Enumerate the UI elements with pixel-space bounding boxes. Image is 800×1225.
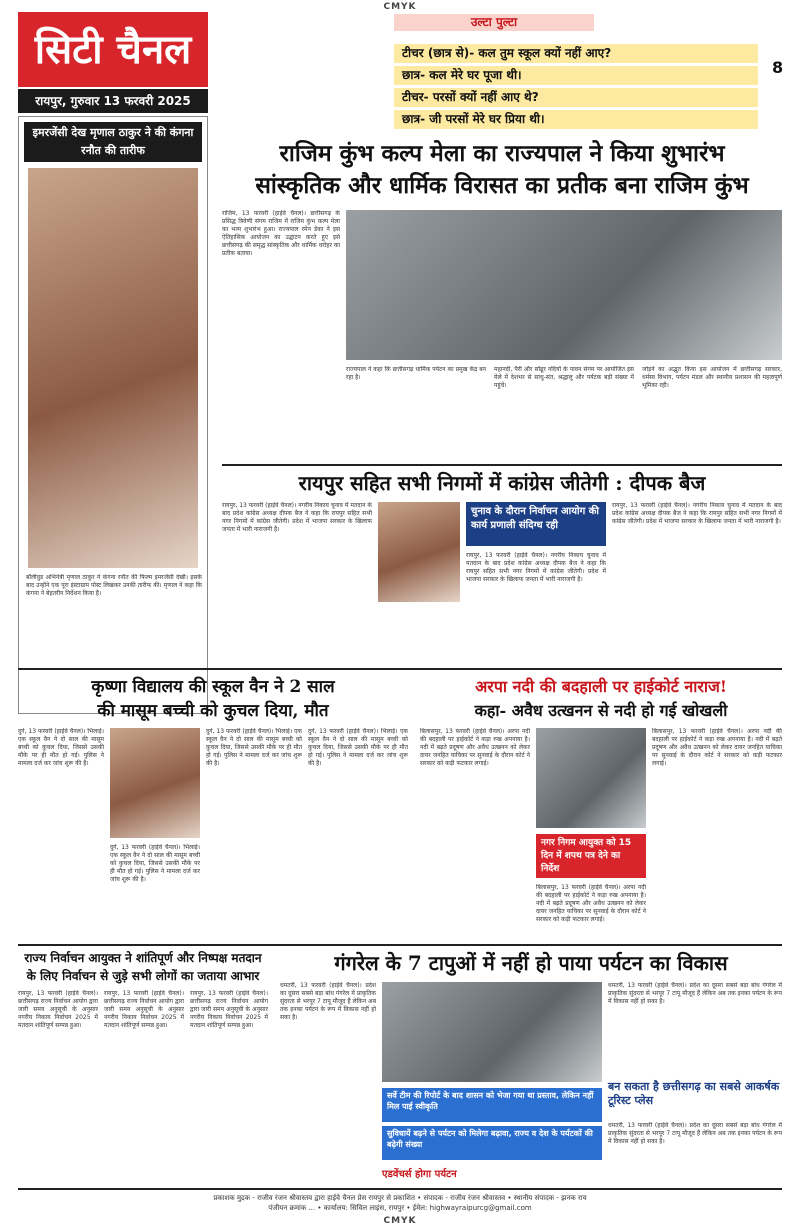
story6-bullet: सर्वे टीम की रिपोर्ट के बाद शासन को भेजा गया था प्रस्ताव, लेकिन नहीं मिल पाई स्वीकृति	[382, 1088, 602, 1122]
politician-photo	[378, 502, 460, 602]
story1-headline1: राजिम कुंभ कल्प मेला का राज्यपाल ने किया शुभारंभ	[279, 140, 725, 167]
joke-title: उल्टा पुल्टा	[394, 14, 594, 31]
story1-caption: राज्यपाल ने कहा कि छत्तीसगढ़ धार्मिक पर्यटन का प्रमुख केंद्र बन रहा है।	[346, 366, 486, 381]
story5-body-mid: रायपुर, 13 फरवरी (हाईवे चैनल)। छत्तीसगढ़ राज्य निर्वाचन आयोग द्वारा जारी समय अनुसूची के अनुसार नगरीय निकाय निर्वाचन 2025 में मतदान शांतिपूर्ण सम्पन्न हुआ।	[104, 990, 184, 1029]
story3-body-cont: दुर्ग, 13 फरवरी (हाईवे चैनल)। भिलाई। एक स्कूल वैन ने दो साल की मासूम बच्ची को कुचल दिया, जिससे उसकी मौके पर ही मौत हो गई। पुलिस ने मामला दर्ज कर जांच शुरू की है।	[110, 844, 200, 883]
joke-line: छात्र- जी परसों मेरे घर प्रिया थी।	[394, 110, 758, 129]
page-number: 8	[772, 58, 784, 77]
cmyk-marker-bottom: CMYK	[383, 1216, 417, 1225]
story4-body-right: बिलासपुर, 13 फरवरी (हाईवे चैनल)। अरपा नदी की बदहाली पर हाईकोर्ट ने कड़ा रुख अपनाया है। नदी में बढ़ते प्रदूषण और अवैध उत्खनन को लेकर दायर जनहित याचिका पर सुनवाई के दौरान कोर्ट ने सरकार को कड़ी फटकार लगाई।	[652, 728, 782, 767]
story5-body: रायपुर, 13 फरवरी (हाईवे चैनल)। छत्तीसगढ़ राज्य निर्वाचन आयोग द्वारा जारी समय अनुसूची के अनुसार नगरीय निकाय निर्वाचन 2025 में मतदान शांतिपूर्ण सम्पन्न हुआ।	[18, 990, 98, 1029]
actress-photo	[28, 168, 198, 568]
joke-line: टीचर- परसों क्यों नहीं आए थे?	[394, 88, 758, 107]
joke-line: छात्र- कल मेरे घर पूजा थी।	[394, 66, 758, 85]
child-photo	[110, 728, 200, 838]
story1-headline2: सांस्कृतिक और धार्मिक विरासत का प्रतीक बना राजिम कुंभ	[255, 172, 749, 199]
story6-body-right-cont: धमतरी, 13 फरवरी (हाईवे चैनल)। प्रदेश का दूसरा सबसे बड़ा बांध गंगरेल में प्राकृतिक सुंदरता से भरपूर 7 टापू मौजूद हैं लेकिन अब तक इनका पर्यटन के रूप में विकास नहीं हो सका है।	[608, 1122, 782, 1145]
river-photo	[536, 728, 646, 828]
story2-body: रायपुर, 13 फरवरी (हाईवे चैनल)। नगरीय निकाय चुनाव में मतदान के बाद प्रदेश कांग्रेस अध्यक्ष दीपक बैज ने कहा कि रायपुर सहित सभी नगर निगमों में कांग्रेस जीतेगी। प्रदेश में भाजपा सरकार के खिलाफ जनता में भारी नाराजगी है।	[222, 502, 372, 533]
story3-body-mid: दुर्ग, 13 फरवरी (हाईवे चैनल)। भिलाई। एक स्कूल वैन ने दो साल की मासूम बच्ची को कुचल दिया, जिससे उसकी मौके पर ही मौत हो गई। पुलिस ने मामला दर्ज कर जांच शुरू की है।	[206, 728, 302, 767]
footer-line1: प्रकाशक मुद्रक - राजीव रंजन श्रीवास्तव द्वारा हाईवे चैनल प्रेस रायपुर से प्रकाशित • संपादक - राजीव रंजन श्रीवास्तव • स्थानीय संपादक - झनक राय	[213, 1194, 587, 1202]
story2-headline: रायपुर सहित सभी निगमों में कांग्रेस जीतेगी : दीपक बैज	[298, 471, 706, 495]
story4-headline1: अरपा नदी की बदहाली पर हाईकोर्ट नाराज!	[475, 677, 727, 696]
story6-sub-title: एडवेंचर्स होगा पर्यटन	[382, 1169, 457, 1180]
story3-headline1: कृष्णा विद्यालय की स्कूल वैन ने 2 साल	[91, 677, 335, 697]
story4-body: बिलासपुर, 13 फरवरी (हाईवे चैनल)। अरपा नदी की बदहाली पर हाईकोर्ट ने कड़ा रुख अपनाया है। नदी में बढ़ते प्रदूषण और अवैध उत्खनन को लेकर दायर जनहित याचिका पर सुनवाई के दौरान कोर्ट ने सरकार को कड़ी फटकार लगाई।	[420, 728, 530, 767]
story3-body: दुर्ग, 13 फरवरी (हाईवे चैनल)। भिलाई। एक स्कूल वैन ने दो साल की मासूम बच्ची को कुचल दिया, जिससे उसकी मौके पर ही मौत हो गई। पुलिस ने मामला दर्ज कर जांच शुरू की है।	[18, 728, 104, 767]
left-column-title: इमरजेंसी देख मृणाल ठाकुर ने की कंगना रनौत की तारीफ	[24, 122, 202, 162]
story2-body-right: रायपुर, 13 फरवरी (हाईवे चैनल)। नगरीय निकाय चुनाव में मतदान के बाद प्रदेश कांग्रेस अध्यक्ष दीपक बैज ने कहा कि रायपुर सहित सभी नगर निगमों में कांग्रेस जीतेगी। प्रदेश में भाजपा सरकार के खिलाफ जनता में भारी नाराजगी है।	[612, 502, 782, 525]
cmyk-marker-top: CMYK	[383, 2, 417, 12]
divider	[222, 464, 782, 466]
story2-box-title: चुनाव के दौरान निर्वाचन आयोग की कार्य प्रणाली संदिग्ध रही	[466, 502, 606, 546]
island-photo	[382, 982, 602, 1082]
story5-body-right: रायपुर, 13 फरवरी (हाईवे चैनल)। छत्तीसगढ़ राज्य निर्वाचन आयोग द्वारा जारी समय अनुसूची के अनुसार नगरीय निकाय निर्वाचन 2025 में मतदान शांतिपूर्ण सम्पन्न हुआ।	[190, 990, 268, 1029]
footer-line2: पंजीयन क्रमांक ... • कार्यालय: सिविल लाइंस, रायपुर • ईमेल: highwayraipurcg@gmail.com	[268, 1204, 532, 1212]
story3-headline2: की मासूम बच्ची को कुचल दिया, मौत	[97, 701, 329, 721]
story5-headline2: के लिए निर्वाचन से जुड़े सभी लोगों का जताया आभार	[26, 969, 260, 983]
story6-body: धमतरी, 13 फरवरी (हाईवे चैनल)। प्रदेश का दूसरा सबसे बड़ा बांध गंगरेल में प्राकृतिक सुंदरता से भरपूर 7 टापू मौजूद हैं लेकिन अब तक इनका पर्यटन के रूप में विकास नहीं हो सका है।	[280, 982, 376, 1021]
story4-box-title: नगर निगम आयुक्त को 15 दिन में शपथ पत्र देने का निर्देश	[536, 834, 646, 878]
story6-right-title: बन सकता है छत्तीसगढ़ का सबसे आकर्षक टूरिस्ट प्लेस	[608, 1080, 780, 1107]
divider	[18, 668, 782, 670]
masthead: सिटी चैनल	[18, 12, 208, 87]
joke-line: टीचर (छात्र से)- कल तुम स्कूल क्यों नहीं आए?	[394, 44, 758, 63]
story1-body-left: राजिम, 13 फरवरी (हाईवे चैनल)। छत्तीसगढ़ के प्रसिद्ध त्रिवेणी संगम राजिम में राजिम कुंभ कल्प मेला का भव्य शुभारंभ हुआ। राज्यपाल रमेन डेका ने इस ऐतिहासिक आयोजन का उद्घाटन करते हुए इसे छत्तीसगढ़ की समृद्ध सांस्कृतिक और धार्मिक धरोहर का प्रतीक बताया।	[222, 210, 340, 257]
story4-headline2: कहा- अवैध उत्खनन से नदी हो गई खोखली	[474, 701, 728, 720]
footer	[18, 1188, 782, 1216]
story1-body-right: जोड़ने का अद्भुत किया इस आयोजन में छत्तीसगढ़ सरकार, धर्मस्व विभाग, पर्यटन मंडल और स्थानीय प्रशासन की महत्वपूर्ण भूमिका रही।	[642, 366, 782, 389]
story3-body-right: दुर्ग, 13 फरवरी (हाईवे चैनल)। भिलाई। एक स्कूल वैन ने दो साल की मासूम बच्ची को कुचल दिया, जिससे उसकी मौके पर ही मौत हो गई। पुलिस ने मामला दर्ज कर जांच शुरू की है।	[308, 728, 408, 767]
dateline: रायपुर, गुरुवार 13 फरवरी 2025	[18, 89, 208, 113]
divider	[18, 944, 782, 946]
story6-headline: गंगरेल के 7 टापुओं में नहीं हो पाया पर्यटन का विकास	[334, 951, 728, 975]
left-column-body: बॉलीवुड अभिनेत्री मृणाल ठाकुर ने कंगना रनौत की फिल्म इमरजेंसी देखी। इसके बाद उन्होंने एक पूरा इंस्टाग्राम पोस्ट लिखकर उनकी तारीफ की। मृणाल ने कहा कि कंगना ने बेहतरीन निर्देशन किया है।	[26, 574, 202, 597]
story6-bullet: सुविधायें बढ़ने से पर्यटन को मिलेगा बढ़ावा, राज्य व देश के पर्यटकों की बढ़ेगी संख्या	[382, 1126, 602, 1160]
story1-body-mid: महानदी, पैरी और सोंढूर नदियों के पावन संगम पर आयोजित इस मेले में देशभर से साधु-संत, श्रद्धालु और पर्यटक बड़ी संख्या में पहुंचे।	[494, 366, 634, 389]
event-photo	[346, 210, 782, 360]
story2-body-cont: रायपुर, 13 फरवरी (हाईवे चैनल)। नगरीय निकाय चुनाव में मतदान के बाद प्रदेश कांग्रेस अध्यक्ष दीपक बैज ने कहा कि रायपुर सहित सभी नगर निगमों में कांग्रेस जीतेगी। प्रदेश में भाजपा सरकार के खिलाफ जनता में भारी नाराजगी है।	[466, 552, 606, 583]
story5-headline1: राज्य निर्वाचन आयुक्त ने शांतिपूर्ण और निष्पक्ष मतदान	[24, 951, 262, 965]
story6-body-right: धमतरी, 13 फरवरी (हाईवे चैनल)। प्रदेश का दूसरा सबसे बड़ा बांध गंगरेल में प्राकृतिक सुंदरता से भरपूर 7 टापू मौजूद हैं लेकिन अब तक इनका पर्यटन के रूप में विकास नहीं हो सका है।	[608, 982, 782, 1005]
story4-body-cont: बिलासपुर, 13 फरवरी (हाईवे चैनल)। अरपा नदी की बदहाली पर हाईकोर्ट ने कड़ा रुख अपनाया है। नदी में बढ़ते प्रदूषण और अवैध उत्खनन को लेकर दायर जनहित याचिका पर सुनवाई के दौरान कोर्ट ने सरकार को कड़ी फटकार लगाई।	[536, 884, 646, 923]
